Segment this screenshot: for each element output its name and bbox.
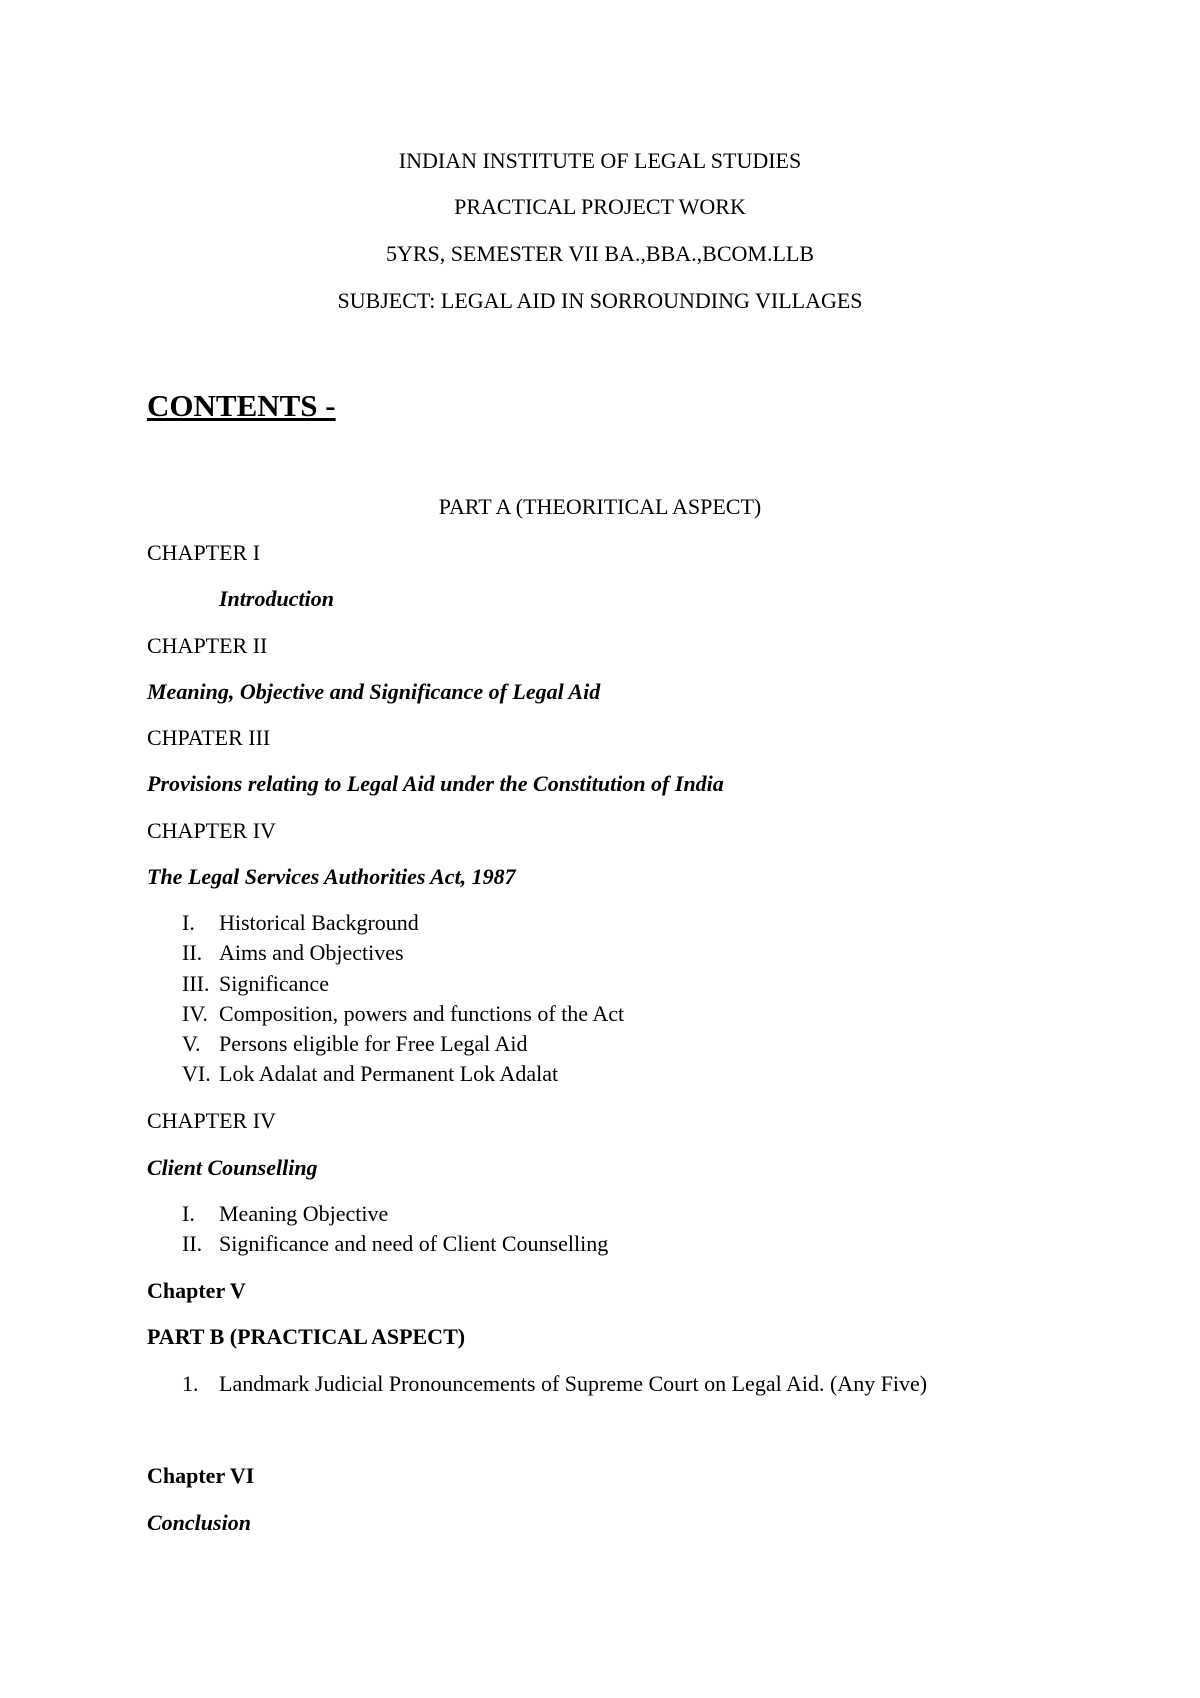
- chapter-2-title: Meaning, Objective and Significance of Legal Aid: [147, 679, 601, 704]
- project-work-title: PRACTICAL PROJECT WORK: [454, 194, 746, 219]
- list-item: III. Significance: [182, 971, 329, 996]
- list-item: I. Historical Background: [182, 910, 419, 935]
- chapter-6-heading: Chapter VI: [147, 1463, 255, 1488]
- institute-name: INDIAN INSTITUTE OF LEGAL STUDIES: [398, 148, 802, 173]
- list-item: I. Meaning Objective: [182, 1201, 389, 1226]
- chapter-4-heading: CHAPTER IV: [147, 818, 276, 843]
- chapter-6-title: Conclusion: [147, 1510, 251, 1535]
- subject-line: SUBJECT: LEGAL AID IN SORROUNDING VILLAGES: [337, 288, 863, 313]
- chapter-3-heading: CHPATER III: [147, 725, 271, 750]
- chapter-4b-heading: CHAPTER IV: [147, 1108, 276, 1133]
- chapter-1-heading: CHAPTER I: [147, 540, 261, 565]
- chapter-4-title: The Legal Services Authorities Act, 1987: [147, 864, 516, 889]
- list-item: II. Aims and Objectives: [182, 940, 404, 965]
- chapter-3-title: Provisions relating to Legal Aid under the Constitution of India: [147, 771, 724, 796]
- course-line: 5YRS, SEMESTER VII BA.,BBA.,BCOM.LLB: [385, 241, 815, 266]
- list-item: V. Persons eligible for Free Legal Aid: [182, 1031, 528, 1056]
- chapter-2-heading: CHAPTER II: [147, 633, 268, 658]
- part-a-heading: PART A (THEORITICAL ASPECT): [438, 494, 762, 519]
- part-b-heading: PART B (PRACTICAL ASPECT): [147, 1324, 466, 1349]
- list-item: II. Significance and need of Client Counselling: [182, 1231, 609, 1256]
- list-item: IV. Composition, powers and functions of the Act: [182, 1001, 625, 1026]
- chapter-5-heading: Chapter V: [147, 1278, 246, 1303]
- list-item: VI. Lok Adalat and Permanent Lok Adalat: [182, 1061, 559, 1086]
- list-item: 1. Landmark Judicial Pronouncements of Supreme Court on Legal Aid. (Any Five): [182, 1371, 928, 1396]
- chapter-1-title: Introduction: [219, 586, 334, 611]
- contents-heading: CONTENTS -: [147, 388, 336, 423]
- chapter-4b-title: Client Counselling: [147, 1155, 318, 1180]
